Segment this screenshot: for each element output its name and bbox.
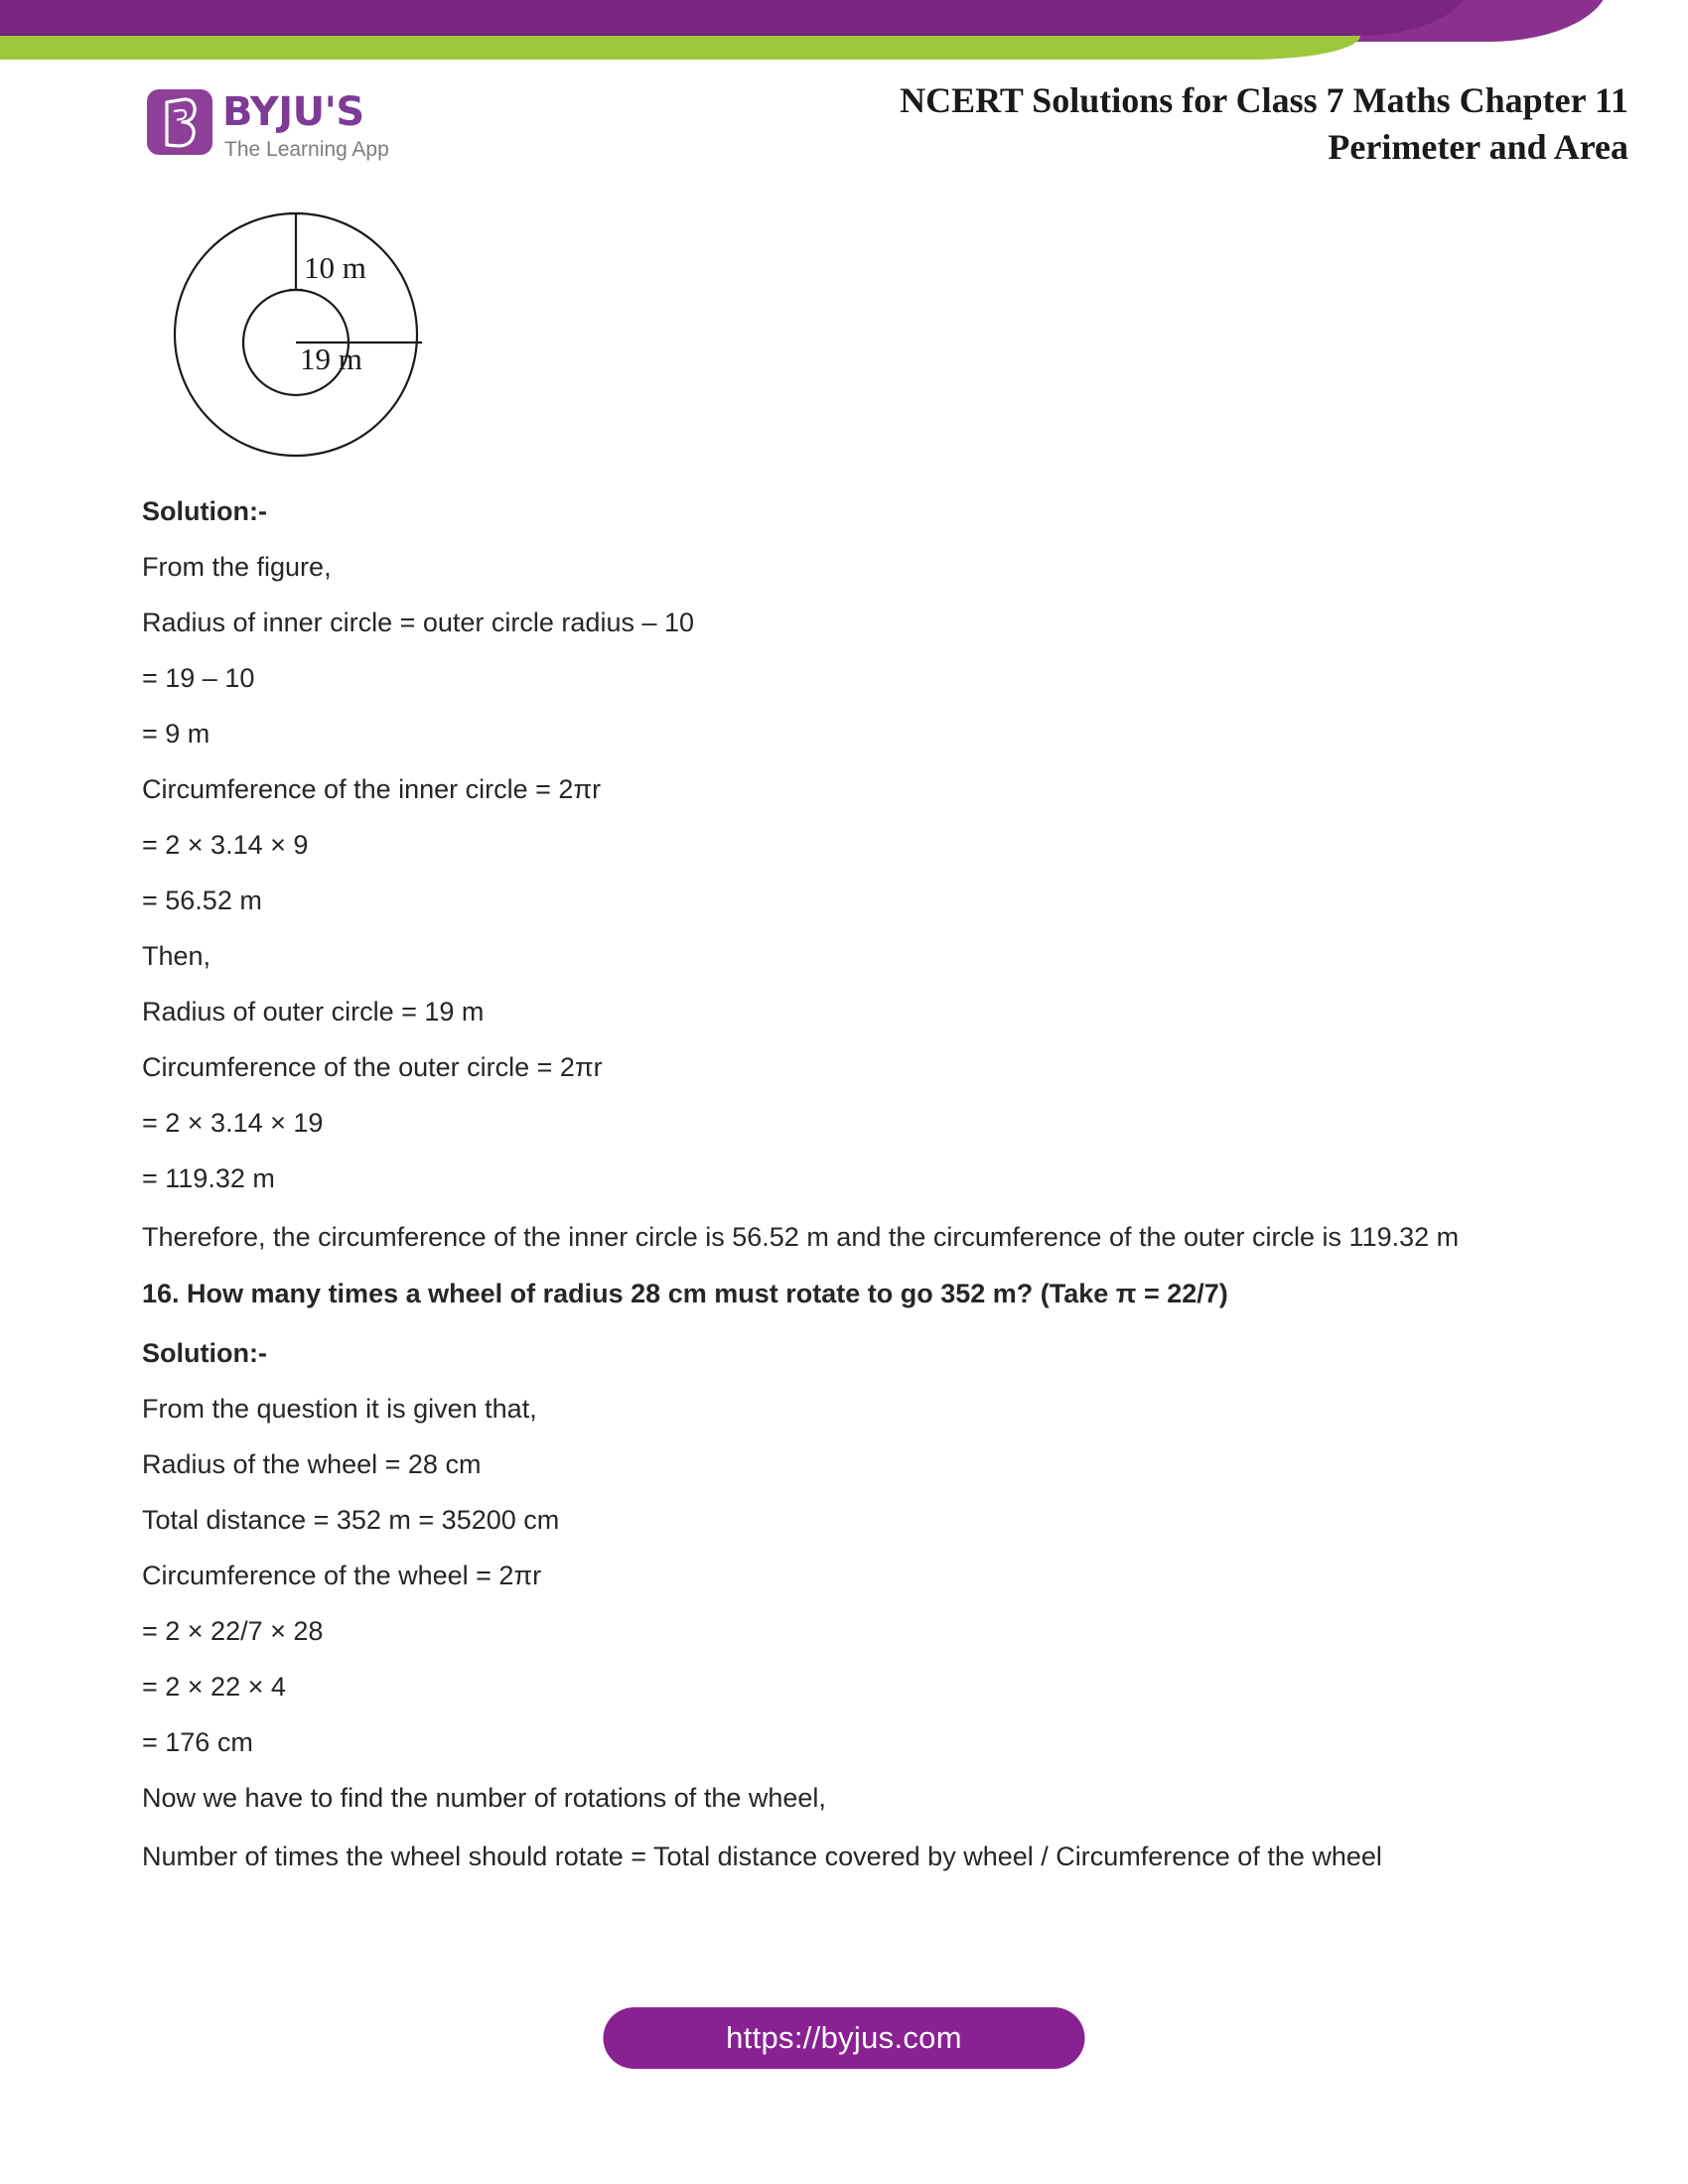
label-radius: 19 m — [300, 341, 362, 376]
byjus-url-label: https://byjus.com — [726, 2020, 962, 2055]
page-title — [695, 77, 1628, 171]
solution-line: Radius of inner circle = outer circle radius – 10 — [142, 608, 695, 637]
solution-line: = 2 × 3.14 × 19 — [142, 1108, 324, 1138]
header-decoration — [0, 0, 1688, 69]
solution-line: = 2 × 22/7 × 28 — [142, 1616, 324, 1646]
solution-line: Circumference of the inner circle = 2πr — [142, 774, 602, 804]
solution-heading-1: Solution:- — [142, 496, 267, 526]
question-16: 16. How many times a wheel of radius 28 cm must rotate to go 352 m? (Take π = 22/7) — [142, 1279, 1228, 1308]
solution-line: = 56.52 m — [142, 886, 262, 915]
solution-line: Circumference of the outer circle = 2πr — [142, 1052, 603, 1082]
concentric-circles-figure — [149, 199, 447, 472]
solution-line: = 9 m — [142, 719, 211, 749]
byjus-logo-mark-icon — [147, 89, 212, 155]
solution-line: Total distance = 352 m = 35200 cm — [142, 1505, 560, 1535]
solution-line: = 2 × 3.14 × 9 — [142, 830, 309, 860]
byjus-url-button[interactable] — [604, 2007, 1085, 2069]
page-title-line-1: NCERT Solutions for Class 7 Maths Chapter 11 — [900, 80, 1628, 120]
header-purple-band-front — [0, 0, 1470, 36]
solution-line: = 176 cm — [142, 1727, 253, 1757]
solution-heading-2: Solution:- — [142, 1338, 267, 1368]
solution-line: = 2 × 22 × 4 — [142, 1672, 286, 1702]
conclusion-paragraph-2: Number of times the wheel should rotate = Total distance covered by wheel / Circumference of the wheel — [142, 1842, 1382, 1871]
document-body — [142, 496, 1532, 1895]
solution-line: Circumference of the wheel = 2πr — [142, 1561, 542, 1590]
header-green-band — [0, 36, 1360, 60]
solution-line: = 19 – 10 — [142, 663, 255, 693]
solution-line: Radius of the wheel = 28 cm — [142, 1449, 482, 1479]
solution-line: = 119.32 m — [142, 1163, 275, 1193]
byjus-tagline: The Learning App — [224, 138, 389, 161]
label-outer-gap: 10 m — [304, 250, 366, 285]
byjus-wordmark: BYJU'S — [222, 89, 364, 135]
solution-line: Then, — [142, 941, 211, 971]
solution-line: From the figure, — [142, 552, 332, 582]
byjus-logo — [147, 87, 445, 173]
conclusion-paragraph-1: Therefore, the circumference of the inner circle is 56.52 m and the circumference of the outer circle is 119.32 m — [142, 1222, 1460, 1252]
solution-line: From the question it is given that, — [142, 1394, 537, 1424]
solution-line: Now we have to find the number of rotations of the wheel, — [142, 1783, 826, 1813]
solution-line: Radius of outer circle = 19 m — [142, 997, 485, 1026]
page-title-line-2: Perimeter and Area — [1328, 127, 1628, 167]
